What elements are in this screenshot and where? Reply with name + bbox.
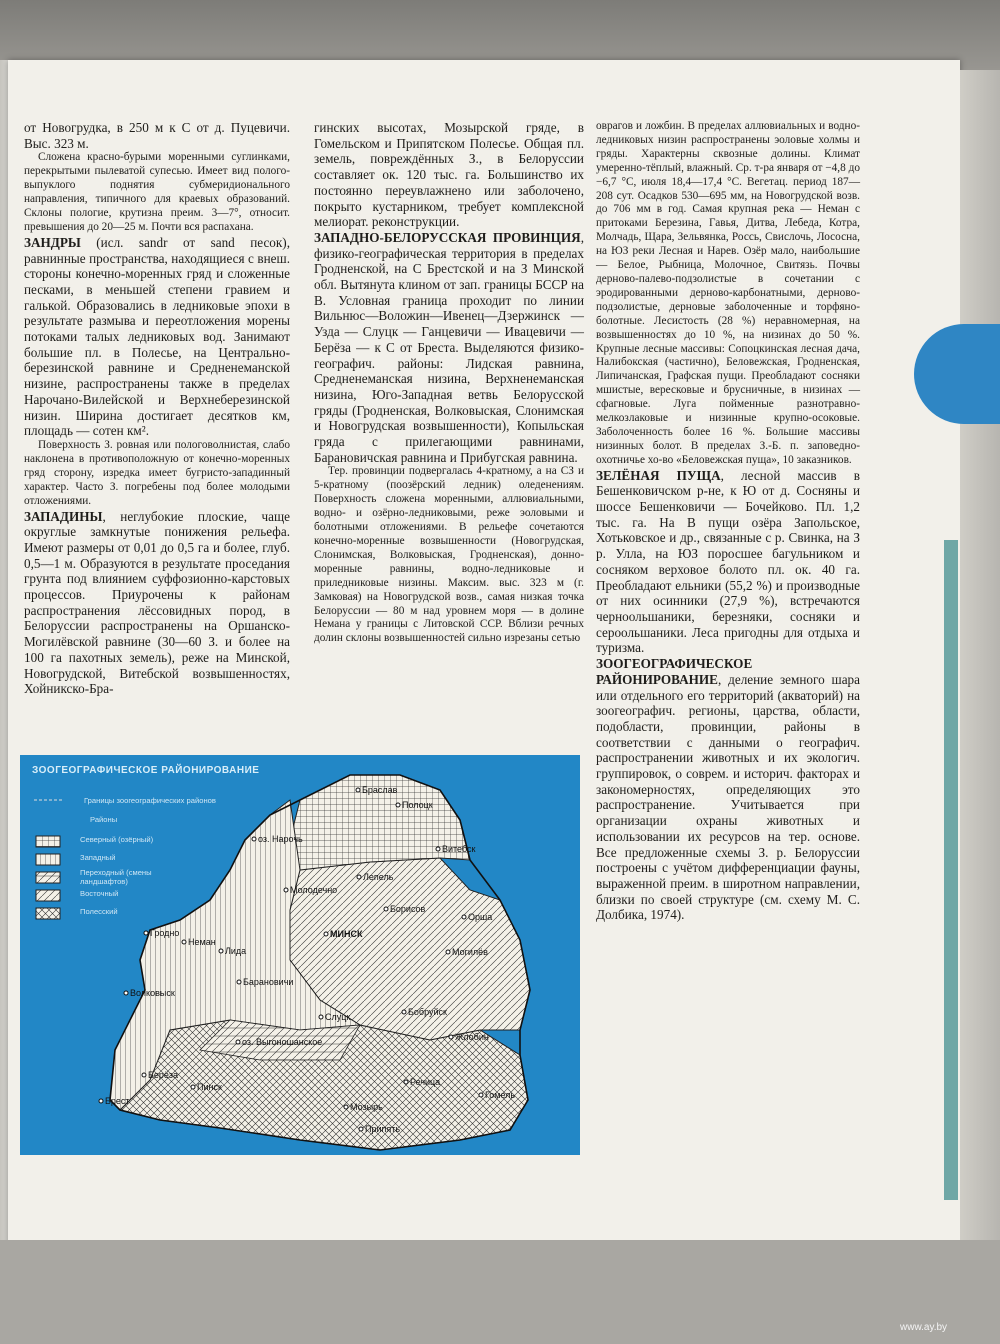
city-label: Борисов [390,904,426,914]
city-marker [344,1105,348,1109]
book-right-edge [960,70,1000,1270]
background-bottom [0,1240,1000,1344]
city-marker [402,1010,406,1014]
city-marker [284,888,288,892]
paragraph: оврагов и ложбин. В пределах аллювиальных и водно-ледниковых низин распространены эоловые холмы и гряды. Характерны сквозные долины. Климат умеренно-тёплый, влажный. Ср. т-ра января от −4,8 до −6,7 °С, июля 18,4—17,4 °С. Вегетац. период 187—208 сут. Осадков 530—695 мм, на Новогрудской возв. до 706 мм в год. Самая крупная река — Неман с притоками Березина, Гавья, Дитва, Лебеда, Котра, Молчадь, Щара, Зельвянка, Россь, Свислочь, Лососна, на ЮЗ реки Лесная и Нарев. Озёр мало, наибольшие — Белое, Рыбница, Молочное, Свитязь. Почвы дерново-палево-подзолистые в сочетании с эродированными дерново-карбонатными, дерново-подзолистые, дерновые заболоченные и торфяно-болотные. Лесистость (28 %) неравномерная, на возвышенностях до 10 %, на низинах до 50 %. Крупные лесные массивы: Сопоцкинская лесная дача, Налибокская (частично), Беловежская, Гродненская, Липичанская, Графская пущи. Преобладают сосняки мшистые, вересковые и брусничные, в низинах — сфагновые. Луга пойменные разнотравно-мелкозлаковые и низинные крупно-осоковые. Заболоченность более 16 %. Большие массивы низинных болот. В пределах З.-Б. п. заповедно-охотничье хо-во «Беловежская пуща», 10 заказников. [596,120,860,466]
city-marker [384,907,388,911]
city-label: Полоцк [402,800,433,810]
city-label: Неман [188,937,216,947]
city-marker [446,950,450,954]
legend-item: Восточный [80,889,119,898]
city-label: Витебск [442,844,476,854]
text-column-3 [596,120,860,923]
entry-text: , неглубокие плоские, чаще округлые замкнутые понижения рельефа. Имеют размеры от 0,01 до 0,5 га и более, глуб. 0,5—1 м. Образуются в результате проседания грунта под влиянием суффозионно-карстовых процессов. Приурочены к районам распространения лёссовидных пород, в Белоруссии распространены на Оршанско-Могилёвской равнине (30—60 З. и более на 100 га пахотных земель), реже на Минской, Новогрудской, Витебской возвышенностях, Хойникско-Бра- [24,508,290,697]
city-label: Могилёв [452,947,488,957]
city-label: Гродно [150,928,180,938]
city-label: Мозырь [350,1102,383,1112]
entry-heading: ЗЕЛЁНАЯ ПУЩА [596,467,721,483]
city-marker [182,940,186,944]
book-cover-edge [944,540,958,1200]
legend-item: Северный (озёрный) [80,835,154,844]
city-marker [462,915,466,919]
city-marker [356,788,360,792]
zoogeographic-map [20,755,580,1155]
paragraph: от Новогрудка, в 250 м к С от д. Пуцевичи. Выс. 323 м. [24,120,290,151]
city-label: МИНСК [330,929,363,939]
entry-text: , деление земного шара или отдельного его территорий (акваторий) на зоогеографич. регионы, царства, области, подобласти, провинции, районы в соответствии с данными о географич. распространении животных и их экологич. группировок, о соврем. и историч. факторах и закономерностях, определяющих это распространение. Учитывается при организации охраны животных и использовании их ресурсов на тер. основе. Все предложенные схемы З. р. Белоруссии построены с учётом дифференциации фауны, выраженной преим. в широтном направлении, близки по своей структуре (см. схему М. С. Долбика, 1974). [596,671,860,923]
entry-text: , физико-географическая территория в пределах Гродненской, на С Брестской и на З Минской обл. Вытянута клином от зап. границы БССР на В. Условная граница проходит по линии Вильнюс—Воложин—Ивенец—Дзержинск — Узда — Слуцк — Ганцевичи — Ивацевичи — Берёза — к С от Бреста. Выделяются физико-географич. районы: Лидская равнина, Средненеманская низина, Верхненеманская низина, Юго-Западная ветвь Белорусской гряды (Гродненская, Волковыская, Слонимская и Новогрудская возвышенности), Копыльская гряда с прилегающими равнинами, Барановичская равнина и Прибугская равнина. [314,229,584,465]
entry-heading: ЗООГЕОГРАФИЧЕСКОЕ РАЙОНИРОВАНИЕ [596,656,753,687]
city-marker [252,837,256,841]
city-label: Бобруйск [408,1007,447,1017]
paragraph: Поверхность З. ровная или пологоволнистая, слабо наклонена в противоположную от конечно-моренных гряд сторону, изредка имеет бугристо-западинный характер. Часто З. погребены под более молодыми отложениями. [24,438,290,507]
city-marker [436,847,440,851]
city-label: Пинск [197,1082,222,1092]
city-label: оз. Выгоношанское [242,1037,323,1047]
city-label: Припять [365,1124,401,1134]
text-column-1 [24,120,290,697]
entry-text: , лесной массив в Бешенковичском р-не, к Ю от д. Сосняны и шоссе Бешенковичи — Бочейково. Пл. 1,2 тыс. га. На В пущи озёра Запольское, Хотьковское и др., связанные с р. Свинка, на З р. Улла, на ЮЗ поросшее багульником и сосняком верховое болото пл. ок. 40 га. Преобладают ельники (55,2 %) и производные от них осинники (27,9 %), встречаются черноольшаники, березняки, сосняки и сероольшаники. Леса пригодны для отдыха и туризма. [596,467,861,656]
city-label: Берёза [148,1070,179,1080]
city-marker [319,1015,323,1019]
paragraph: гинских высотах, Мозырской гряде, в Гомельском и Припятском Полесье. Общая пл. земель, повреждённых З., в Белоруссии составляет ок. 120 тыс. га. Большинство их постоянно переувлажнено или заболочено, покрыто кустарником, требует комплексной мелиорат. реконструкции. [314,120,584,230]
city-label: Орша [468,912,493,922]
city-marker [99,1099,103,1103]
entry-text: (исл. sandr от sand песок), равнинные пространства, находящиеся с внеш. стороны конечно-моренных гряд и сложенные песками, в меньшей степени гравием и галькой. Образовались в ледниковые эпохи в результате размыва и переотложения морены потоками талых ледниковых вод. Занимают большие пл. в Полесье, на Центрально-березинской равнине и Средненеманской низине, распространены также в пределах Нарочано-Вилейской и Верхнеберезинской низин. Ширина достигает десятков км, площадь — сотен км². [24,234,290,439]
city-label: Лепель [363,872,394,882]
city-label: Браслав [362,785,398,795]
legend-item: Западный [80,853,116,862]
map-legend-swatches [34,800,62,919]
city-label: Волковыск [130,988,175,998]
legend-heading: Районы [90,815,118,824]
article-entry [314,230,584,466]
paragraph: Тер. провинции подвергалась 4-кратному, а на СЗ и 5-кратному (поозёрский ледник) оледенениям. Поверхность сложена моренными, аллювиальными, водно- и озёрно-ледниковыми, реже эоловыми и болотными отложениями. В рельефе сочетаются конечно-моренные возвышенности (Новогрудская, Слонимская, Волковыская, Гродненская), донно-моренные равнины, водно-ледниковые и приледниковые низины. Максим. выс. 323 м (г. Замковая) на Новогрудской возв., самая низкая точка Белоруссии — 80 м над уровнем моря — в долине Немана у границы с Литовской ССР. Вблизи речных долин склоны возвышенностей сильно изрезаны сетью [314,465,584,645]
city-marker [124,991,128,995]
city-marker [237,980,241,984]
city-marker [142,1073,146,1077]
city-marker [357,875,361,879]
city-label: Барановичи [243,977,294,987]
article-entry [24,509,290,697]
entry-heading: ЗАПАДИНЫ [24,508,103,524]
city-label: оз. Нарочь [258,834,303,844]
city-marker [219,949,223,953]
entry-heading: ЗАНДРЫ [24,234,81,250]
city-marker [479,1093,483,1097]
watermark: www.ay.by [900,1322,948,1333]
city-label: Речица [410,1077,441,1087]
city-label: Молодечно [290,885,338,895]
article-entry [596,656,860,923]
paragraph: Сложена красно-бурыми моренными суглинками, перекрытыми пылеватой супесью. Имеет вид полого-выпуклого поднятия субмеридионального направления, типичного для краевых образований. Склоны пологие, крутизна преим. 3—7°, относит. превышения до 20—25 м. Почти вся распахана. [24,151,290,233]
article-entry [596,468,860,656]
city-label: Лида [225,946,247,956]
city-label: Жлобин [455,1032,489,1042]
city-marker [404,1080,408,1084]
city-label: Слуцк [325,1012,351,1022]
city-marker [144,931,148,935]
city-label: Гомель [485,1090,516,1100]
city-marker [236,1040,240,1044]
article-entry [24,235,290,439]
city-marker [191,1085,195,1089]
entry-heading: ЗАПАДНО-БЕЛОРУССКАЯ ПРОВИНЦИЯ [314,229,581,245]
map-title: ЗООГЕОГРАФИЧЕСКОЕ РАЙОНИРОВАНИЕ [32,765,260,776]
city-marker [359,1127,363,1131]
text-column-2 [314,120,584,646]
city-label: Брест [105,1096,130,1106]
city-marker [449,1035,453,1039]
city-marker [396,803,400,807]
legend-border-label: Границы зоогеографических районов [84,796,216,805]
legend-item: Переходный (смены ландшафтов) [80,868,152,886]
city-marker [324,932,328,936]
legend-item: Полесский [80,907,118,916]
